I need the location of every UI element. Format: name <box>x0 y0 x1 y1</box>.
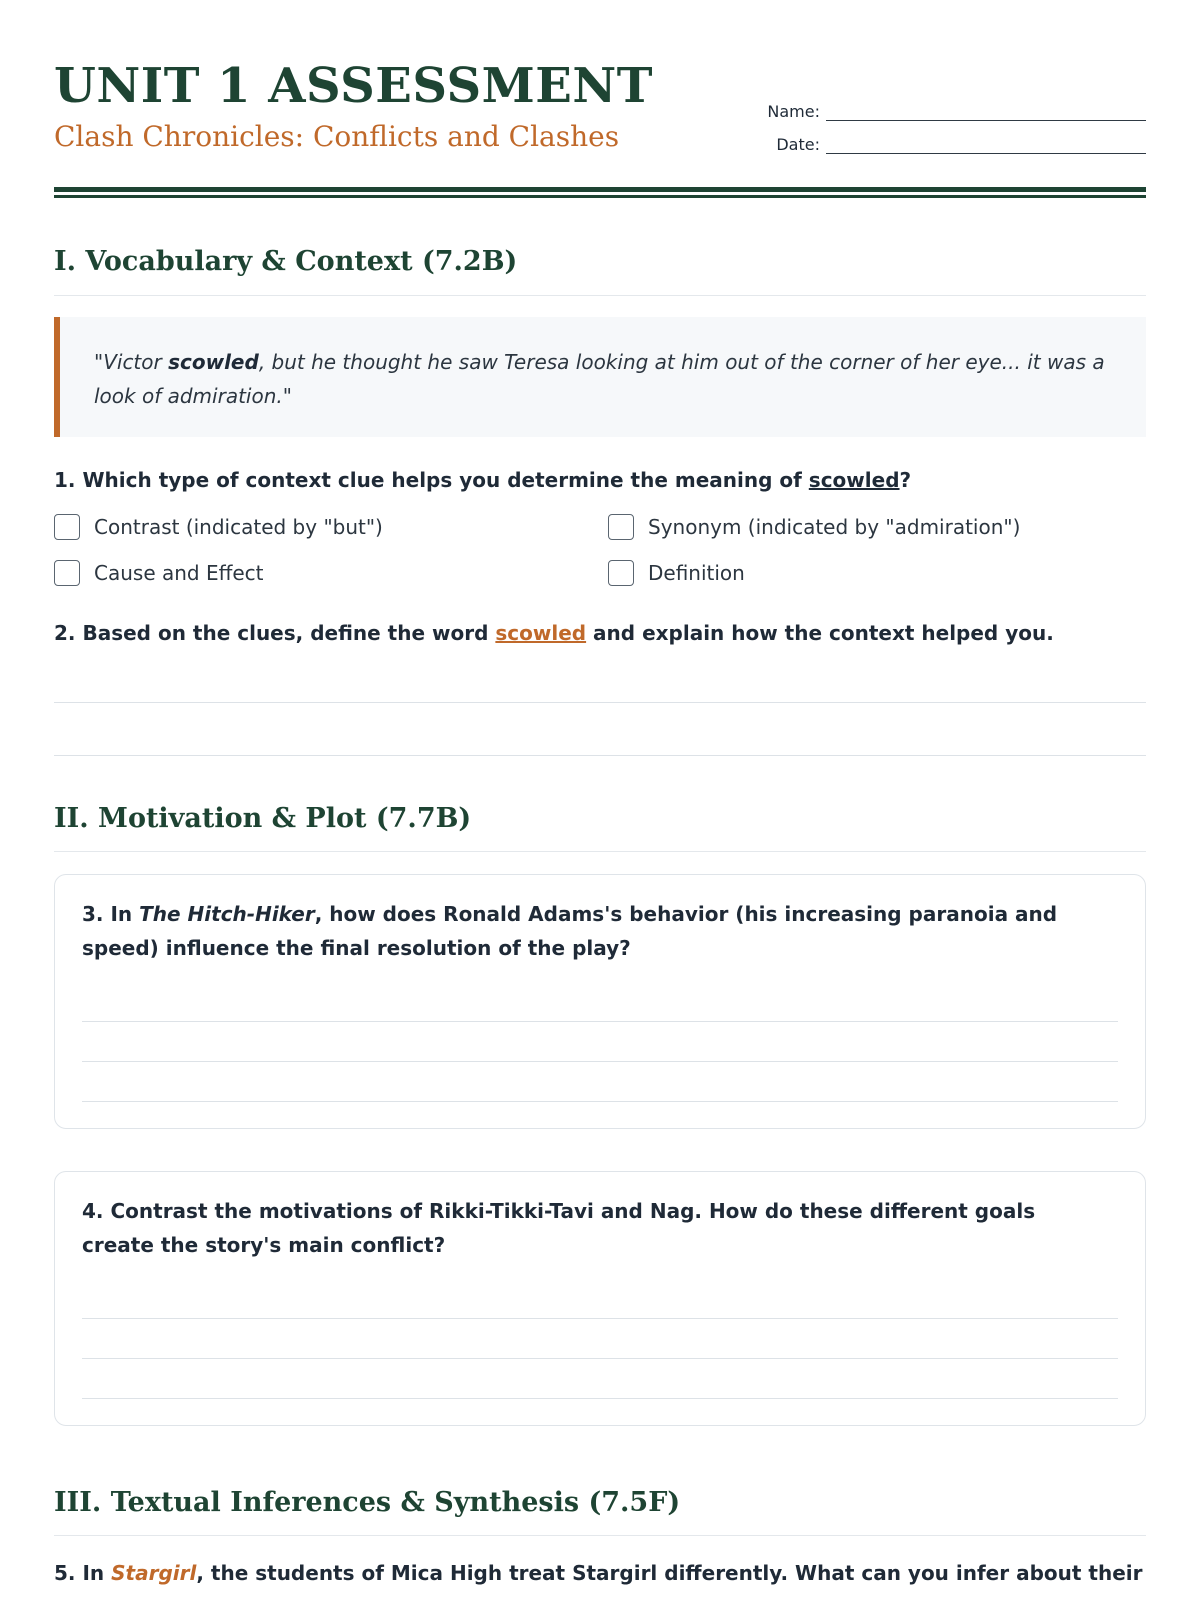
answer-line[interactable] <box>82 1318 1118 1319</box>
question-2-keyword: scowled <box>495 621 587 645</box>
answer-line[interactable] <box>82 1021 1118 1022</box>
question-1-keyword: scowled <box>808 468 900 492</box>
quote-block <box>54 317 1146 437</box>
page-title: UNIT 1 ASSESSMENT <box>54 58 653 114</box>
quote-keyword: scowled <box>168 350 259 374</box>
assessment-page <box>54 0 1146 1585</box>
date-field[interactable] <box>776 135 1146 154</box>
option-label: Definition <box>648 561 745 585</box>
header-rule-thick <box>54 187 1146 192</box>
question-4 <box>82 1194 1112 1262</box>
checkbox[interactable] <box>608 560 634 586</box>
option-cause-effect[interactable] <box>54 560 264 586</box>
question-5 <box>54 1556 1146 1590</box>
q3-text-a: 3. In <box>82 902 140 926</box>
section-1-divider <box>54 295 1146 296</box>
question-2 <box>54 616 1146 650</box>
q5-text-a: 5. In <box>54 1561 112 1585</box>
date-label: Date: <box>776 135 820 154</box>
date-line[interactable] <box>826 138 1146 154</box>
question-4-card <box>54 1171 1146 1426</box>
answer-line[interactable] <box>82 1101 1118 1102</box>
question-2-suffix: and explain how the context helped you. <box>586 621 1054 645</box>
section-2-title: II. Motivation & Plot (7.7B) <box>54 803 472 834</box>
q4-text-b: of Rikki-Tikki-Tavi and Nag. How do these different goals create the story's main conflict? <box>82 1199 1036 1257</box>
header-rule-thin <box>54 195 1146 198</box>
option-definition[interactable] <box>608 560 745 586</box>
page-subtitle: Clash Chronicles: Conflicts and Clashes <box>54 120 620 153</box>
question-3-card <box>54 874 1146 1129</box>
answer-line[interactable] <box>82 1398 1118 1399</box>
q5-keyword: infer <box>955 1561 1010 1585</box>
name-line[interactable] <box>826 105 1146 121</box>
question-3 <box>82 897 1112 965</box>
option-synonym[interactable] <box>608 514 1020 540</box>
answer-line[interactable] <box>54 702 1146 703</box>
answer-line[interactable] <box>54 755 1146 756</box>
answer-line[interactable] <box>82 1358 1118 1359</box>
name-label: Name: <box>767 102 820 121</box>
q3-work-title: The Hitch-Hiker <box>139 902 315 926</box>
header <box>54 0 1146 200</box>
option-label: Contrast (indicated by "but") <box>94 515 383 539</box>
option-contrast[interactable] <box>54 514 383 540</box>
name-field[interactable] <box>767 102 1146 121</box>
q4-keyword: motivations <box>258 1199 393 1223</box>
q5-text-b: , the students of Mica High treat Stargirl differently. What can you <box>196 1561 956 1585</box>
q3-text-b: , how does Ronald Adams's <box>314 902 630 926</box>
checkbox[interactable] <box>54 560 80 586</box>
section-3-divider <box>54 1535 1146 1536</box>
question-2-text: 2. Based on the clues, define the word <box>54 621 496 645</box>
q3-text-c: (his increasing paranoia and speed) influence the final resolution of the play? <box>82 902 1058 960</box>
section-3-title: III. Textual Inferences & Synthesis (7.5F) <box>54 1487 681 1518</box>
question-1-suffix: ? <box>899 468 912 492</box>
section-2-divider <box>54 851 1146 852</box>
quote-text-rest: , but he thought he saw Teresa looking at him out of the corner of her eye... it was a look of admiration." <box>94 350 1105 408</box>
q4-text-a: 4. Contrast the <box>82 1199 259 1223</box>
q3-keyword: behavior <box>629 902 729 926</box>
checkbox[interactable] <box>608 514 634 540</box>
q5-work-title: Stargirl <box>111 1561 197 1585</box>
checkbox[interactable] <box>54 514 80 540</box>
section-1-title: I. Vocabulary & Context (7.2B) <box>54 246 518 277</box>
answer-line[interactable] <box>82 1061 1118 1062</box>
q5-text-c: about their <box>1009 1561 1143 1585</box>
quote-text-open: "Victor <box>94 350 169 374</box>
question-1-text: 1. Which type of context clue helps you determine the meaning of <box>54 468 809 492</box>
option-label: Cause and Effect <box>94 561 264 585</box>
question-1 <box>54 463 1146 497</box>
option-label: Synonym (indicated by "admiration") <box>648 515 1021 539</box>
